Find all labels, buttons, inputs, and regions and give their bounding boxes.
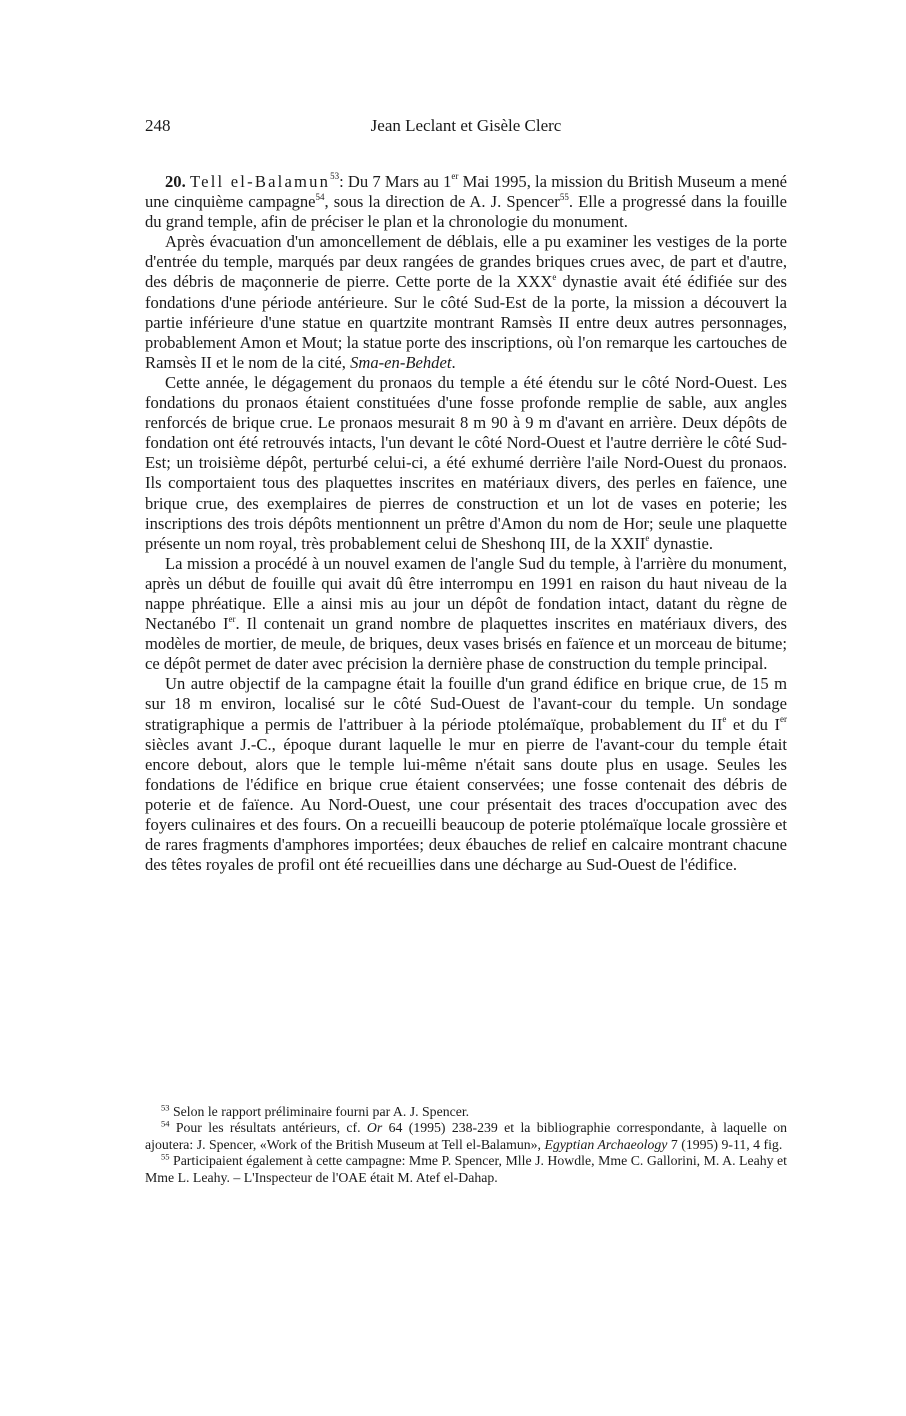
place-name-italic: Sma-en-Behdet <box>350 352 452 372</box>
site-name: Tell el-Balamun <box>189 172 331 191</box>
footnote-55: $^{55}$ Participaient également à cette campagne: Mme P. Spencer, Mlle J. Howdle, Mme C. Gallorini, M. A. Leahy et Mme L. Leahy. – L'Inspecteur de l'OAE était M. Atef el-Dahap. <box>145 1151 787 1185</box>
running-head: Jean Leclant et Gisèle Clerc <box>370 116 562 135</box>
paragraph-4: La mission a procédé à un nouvel examen de l'angle Sud du temple, à l'arrière du monument, après un début de fouille qui avait dû être interrompu en 1991 en raison du haut niveau de la nappe phréatique. Elle a ainsi mis au jour un dépôt de fondation intact, datant du règne de Nectanébo Ier. Il contenait un grand nombre de plaquettes inscrites en matériaux divers, des modèles de mortier, de meule, de briques, deux vases brisés en faïence et un morceau de bitume; ce dépôt permet de dater avec précision la dernière phase de construction du temple principal. <box>145 553 787 674</box>
main-text <box>145 172 787 875</box>
footnote-53: $^{53}$ Selon le rapport préliminaire fourni par A. J. Spencer. <box>161 1102 470 1119</box>
footnote-54: $^{54}$ Pour les résultats antérieurs, cf. Or 64 (1995) 238-239 et la bibliographie correspondante, à laquelle on ajoutera: J. Spencer, «Work of the British Museum at Tell el-Balamun», Egyptian Archaeology 7 (1995) 9-11, 4 fig. <box>145 1118 787 1152</box>
page-header <box>145 116 787 142</box>
footnote-ref-55: 55 <box>559 191 569 202</box>
page-number: 248 <box>145 116 171 135</box>
paragraph-1: 20. Tell el-Balamun$^{53}$: Du 7 Mars au 1er Mai 1995, la mission du British Museum a mené une cinquième campagne$^{54}$, sous la direction de A. J. Spencer$^{55}$. Elle a progressé dans la fouille du grand temple, afin de préciser le plan et la chronologie du monument. <box>145 171 787 232</box>
footnote-ref-53: 53 <box>330 171 340 182</box>
footnote-ref-54: 54 <box>315 191 325 202</box>
footnotes <box>145 1104 787 1186</box>
paragraph-5: Un autre objectif de la campagne était la fouille d'un grand édifice en brique crue, de 15 m sur 18 m environ, localisé sur le côté Sud-Ouest de l'avant-cour du temple. Un sondage stratigraphique a permis de l'attribuer à la période ptolémaïque, probablement du IIe et du Ier siècles avant J.-C., époque durant laquelle le mur en pierre de l'avant-cour du temple était encore debout, alors que le temple lui-même n'était sans doute plus en usage. Seules les fondations de l'édifice en brique crue étaient conservées; une fosse contenait des débris de poterie et de faïence. Au Nord-Ouest, une cour présentait des traces d'occupation avec des foyers culinaires et des fours. On a recueilli beaucoup de poterie ptolémaïque locale grossière et de rares fragments d'amphores importées; deux ébauches de relief en calcaire montrant chacune des têtes royales de profil ont été recueillies dans une décharge au Sud-Ouest de l'édifice. <box>145 674 787 875</box>
paragraph-3: Cette année, le dégagement du pronaos du temple a été étendu sur le côté Nord-Ouest. Les fondations du pronaos étaient constituées d'une fosse profonde remplie de sable, aux angles renforcés de brique crue. Le pronaos mesurait 8 m 90 à 9 m d'avant en arrière. Deux dépôts de fondation ont été retrouvés intacts, l'un devant le côté Nord-Ouest et l'autre derrière le côté Sud-Est; un troisième dépôt, perturbé celui-ci, a été exhumé derrière l'aile Nord-Ouest du pronaos. Ils comportaient tous des plaquettes inscrites en matériaux divers, des perles en faïence, une brique crue, des exemplaires de pierres de construction et un lot de vases en poterie; les inscriptions des trois dépôts mentionnent un prêtre d'Amon du nom de Hor; seule une plaquette présente un nom royal, très probablement celui de Sheshonq III, de la XXIIe dynastie. <box>145 372 787 553</box>
paragraph-2: Après évacuation d'un amoncellement de déblais, elle a pu examiner les vestiges de la porte d'entrée du temple, marqués par deux rangées de grandes briques crues avec, de part et d'autre, des débris de maçonnerie de pierre. Cette porte de la XXXe dynastie avait été édifiée sur des fondations d'une période antérieure. Sur le côté Sud-Est de la porte, la mission a découvert la partie inférieure d'une statue en quartzite montrant Ramsès II entre deux autres personnages, probablement Amon et Mout; la statue porte des inscriptions, où l'on remarque les cartouches de Ramsès II et le nom de la cité, Sma-en-Behdet. <box>145 232 787 372</box>
page-body <box>145 142 787 875</box>
section-number: 20. <box>165 172 186 191</box>
